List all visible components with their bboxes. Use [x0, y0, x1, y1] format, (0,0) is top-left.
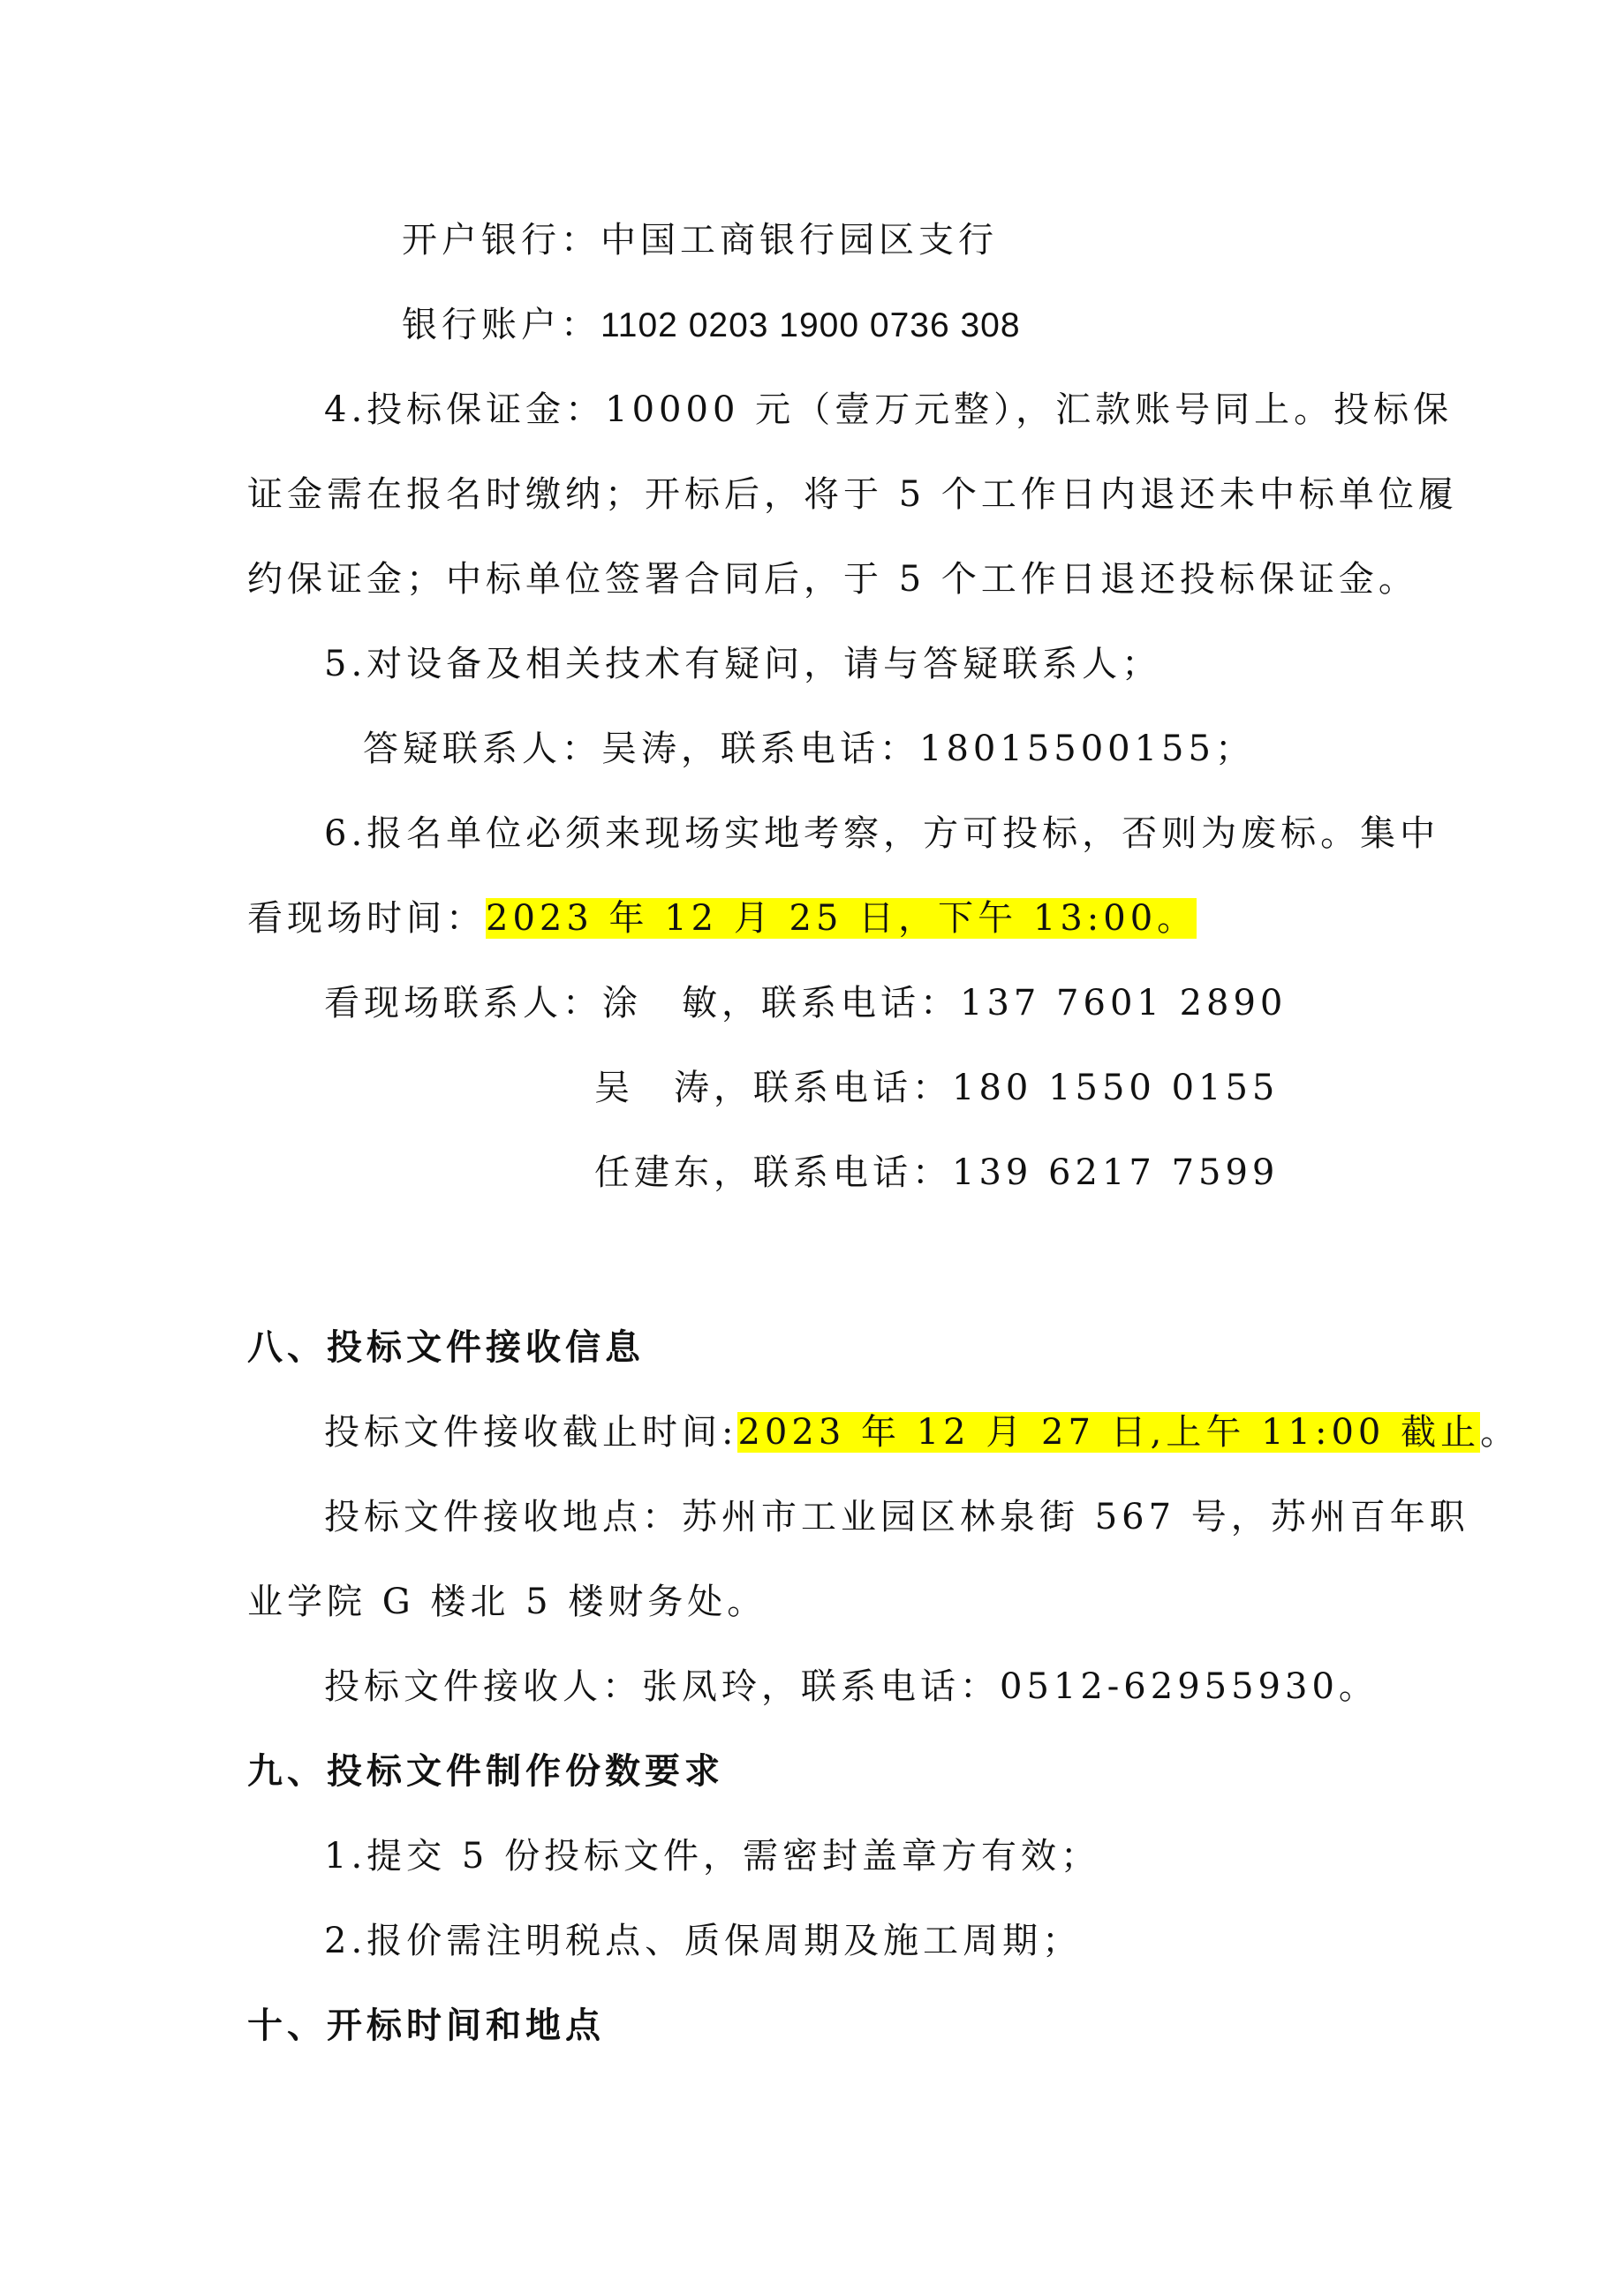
deposit-line-2: 证金需在报名时缴纳；开标后，将于 5 个工作日内退还未中标单位履 [247, 474, 1458, 515]
site-contact-name: 涂 敏 [602, 983, 721, 1023]
receipt-deadline-label: 投标文件接收截止时间: [324, 1412, 738, 1453]
receipt-location-line-1: 投标文件接收地点：苏州市工业园区林泉街 567 号，苏州百年职 [324, 1497, 1469, 1537]
bank-account-line [402, 300, 1021, 350]
site-contact-name: 任建东 [594, 1152, 714, 1193]
receipt-deadline-suffix: 。 [1480, 1412, 1521, 1453]
section-heading-9: 九、投标文件制作份数要求 [247, 1751, 724, 1792]
site-contact-row-3 [594, 1148, 1279, 1197]
site-contact-phone: ，联系电话：180 1550 0155 [714, 1068, 1280, 1108]
bank-account-number: 1102 0203 1900 0736 308 [601, 306, 1021, 344]
site-contact-row-1 [324, 978, 1287, 1028]
receipt-location-line-2: 业学院 G 楼北 5 楼财务处。 [247, 1582, 767, 1622]
site-visit-time-highlight: 2023 年 12 月 25 日，下午 13:00。 [486, 898, 1197, 939]
deposit-line-1: 4.投标保证金：10000 元（壹万元整），汇款账号同上。投标保 [324, 389, 1454, 430]
receipt-deadline-line [324, 1408, 1520, 1457]
site-contact-phone: ，联系电话：137 7601 2890 [721, 983, 1288, 1023]
receipt-deadline-highlight: 2023 年 12 月 27 日,上午 11:00 截止 [737, 1412, 1481, 1453]
bank-name-line: 开户银行：中国工商银行园区支行 [402, 220, 998, 261]
site-visit-line-2 [247, 894, 1197, 943]
site-visit-line-1: 6.报名单位必须来现场实地考察，方可投标，否则为废标。集中 [324, 813, 1440, 854]
site-contact-phone: ，联系电话：139 6217 7599 [714, 1152, 1280, 1193]
deposit-line-3: 约保证金；中标单位签署合同后，于 5 个工作日退还投标保证金。 [247, 559, 1418, 600]
site-contact-name: 吴 涛 [594, 1068, 714, 1108]
question-line: 5.对设备及相关技术有疑问，请与答疑联系人； [324, 644, 1162, 684]
section-heading-8: 八、投标文件接收信息 [247, 1327, 645, 1368]
copies-item-1: 1.提交 5 份投标文件，需密封盖章方有效； [324, 1836, 1101, 1877]
receipt-receiver-line: 投标文件接收人：张凤玲，联系电话：0512-62955930。 [324, 1666, 1379, 1707]
copies-item-2: 2.报价需注明税点、质保周期及施工周期； [324, 1921, 1083, 1961]
site-contact-row-2 [594, 1063, 1279, 1113]
site-visit-time-label: 看现场时间： [247, 898, 486, 939]
section-heading-10: 十、开标时间和地点 [247, 2005, 605, 2046]
bank-account-label: 银行账户： [402, 305, 601, 345]
qa-contact-line: 答疑联系人：吴涛，联系电话：18015500155； [363, 729, 1255, 769]
site-contact-label: 看现场联系人： [324, 983, 602, 1023]
